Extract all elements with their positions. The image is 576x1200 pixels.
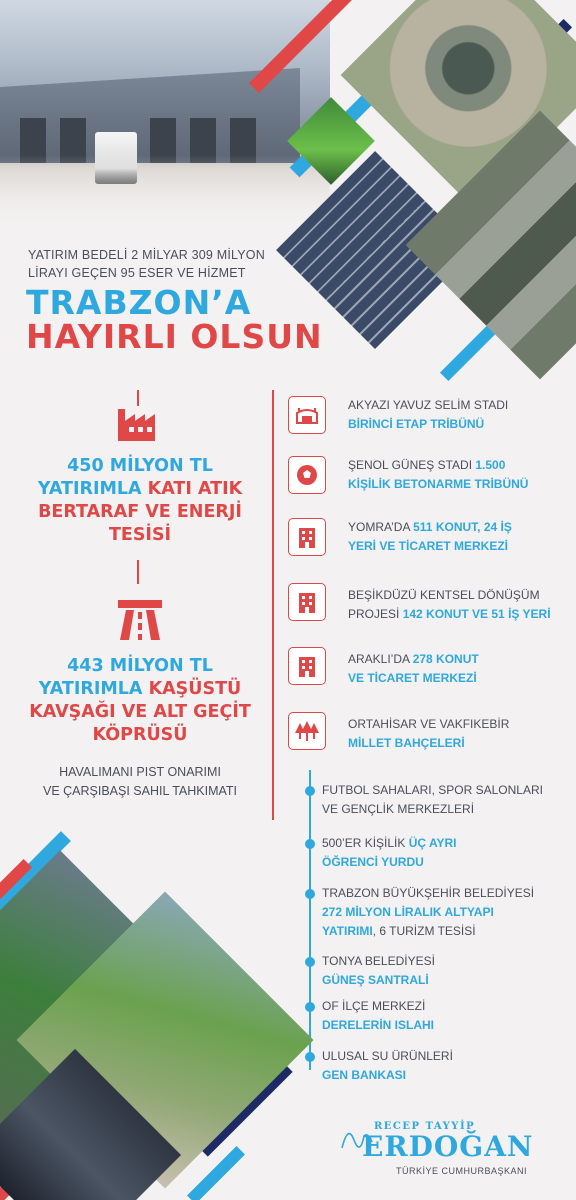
item-text: PROJESİ	[348, 607, 403, 621]
item-highlight: MİLLET BAHÇELERİ	[348, 736, 465, 750]
item-highlight: VE TİCARET MERKEZİ	[348, 671, 477, 685]
factory-icon	[116, 405, 162, 448]
text-red: KATI ATIK	[147, 479, 243, 499]
bullet-item	[322, 884, 568, 941]
page-title-line1: TRABZON’A	[26, 283, 252, 322]
bullet-text: TRABZON BÜYÜKŞEHİR BELEDİYESİ	[322, 886, 535, 900]
signature-first-name: RECEP TAYYİP	[374, 1121, 476, 1132]
bullet-text: , 6 TURİZM TESİSİ	[372, 924, 476, 938]
subtitle-line: YATIRIM BEDELİ 2 MİLYAR 309 MİLYON	[28, 248, 265, 262]
signature-last-name: ERDOĞAN	[362, 1130, 534, 1163]
warehouse-photo	[0, 0, 330, 225]
junction-project-text	[20, 655, 260, 747]
item-text: AKYAZI YAVUZ SELİM STADI	[348, 398, 509, 412]
item-highlight: KİŞİLİK BETONARME TRİBÜNÜ	[348, 477, 529, 491]
text-blue: YATIRIMLA	[38, 679, 149, 699]
item-highlight: 278 KONUT	[412, 652, 479, 666]
text-red: TESİSİ	[108, 525, 172, 545]
bullet-dot	[305, 957, 315, 967]
item-highlight: 1.500	[475, 458, 506, 472]
bullet-highlight: GÜNEŞ SANTRALİ	[322, 973, 429, 987]
project-item	[348, 586, 568, 624]
item-text: YOMRA’DA	[348, 520, 414, 534]
highway-icon	[118, 596, 162, 645]
item-text: ORTAHİSAR VE VAKFIKEBİR	[348, 717, 510, 731]
bullet-item	[322, 997, 568, 1035]
column-separator	[272, 390, 274, 820]
trees-icon	[288, 712, 326, 750]
item-text: BEŞİKDÜZÜ KENTSEL DÖNÜŞÜM	[348, 588, 540, 602]
building-icon	[288, 518, 326, 556]
bullet-dot	[305, 1052, 315, 1062]
divider-line	[137, 560, 139, 584]
project-item	[348, 650, 568, 688]
building-icon	[288, 647, 326, 685]
stadium-icon	[288, 396, 326, 434]
headline-subtitle	[28, 246, 278, 282]
divider-line	[137, 390, 139, 406]
bullet-text: OF İLÇE MERKEZİ	[322, 999, 426, 1013]
football-icon	[288, 456, 326, 494]
bullet-text: TONYA BELEDİYESİ	[322, 954, 435, 968]
text-red: KÖPRÜSÜ	[92, 725, 188, 745]
bullet-text: FUTBOL SAHALARI, SPOR SALONLARI	[322, 783, 543, 797]
note-line: VE ÇARŞIBAŞI SAHIL TAHKIMATI	[42, 784, 238, 798]
bullet-item	[322, 834, 568, 872]
project-item	[348, 456, 568, 494]
bullet-highlight: GEN BANKASI	[322, 1068, 407, 1082]
subtitle-line: LİRAYI GEÇEN 95 ESER VE HİZMET	[28, 266, 246, 280]
waste-facility-text	[20, 455, 260, 547]
building-icon	[288, 583, 326, 621]
bullet-highlight: DERELERİN ISLAHI	[322, 1018, 435, 1032]
bullet-highlight: ÜÇ AYRI	[408, 836, 457, 850]
bullet-highlight: YATIRIMI	[322, 924, 373, 938]
bullet-item	[322, 781, 568, 819]
project-item	[348, 396, 568, 434]
item-highlight: BİRİNCİ ETAP TRİBÜNÜ	[348, 417, 485, 431]
bullet-dot	[305, 786, 315, 796]
junction-project-amount: 443 MİLYON TL	[67, 656, 213, 676]
text-red: KAVŞAĞI VE ALT GEÇİT	[29, 702, 251, 722]
item-text: ARAKLI’DA	[348, 652, 413, 666]
page-title-line2: HAYIRLI OLSUN	[26, 317, 323, 356]
waste-facility-amount: 450 MİLYON TL	[67, 456, 213, 476]
airport-note	[10, 763, 270, 801]
note-line: HAVALIMANI PIST ONARIMI	[59, 765, 221, 779]
project-item	[348, 715, 568, 753]
bullet-item	[322, 1047, 568, 1085]
text-red: KAŞÜSTÜ	[148, 679, 242, 699]
project-item	[348, 518, 568, 556]
bullet-item	[322, 952, 568, 990]
bullet-highlight: 272 MİLYON LİRALIK ALTYAPI	[322, 905, 494, 919]
bullet-text: VE GENÇLİK MERKEZLERİ	[322, 802, 475, 816]
bullet-text: 500’ER KİŞİLİK	[322, 836, 409, 850]
bullet-dot	[305, 1002, 315, 1012]
item-highlight: 142 KONUT VE 51 İŞ YERİ	[402, 607, 551, 621]
text-red: BERTARAF VE ENERJİ	[38, 502, 242, 522]
bullet-dot	[305, 839, 315, 849]
bullet-text: ULUSAL SU ÜRÜNLERİ	[322, 1049, 453, 1063]
item-text: ŞENOL GÜNEŞ STADI	[348, 458, 476, 472]
item-highlight: 511 KONUT, 24 İŞ	[413, 520, 512, 534]
item-highlight: YERİ VE TİCARET MERKEZİ	[348, 539, 509, 553]
bullet-highlight: ÖĞRENCİ YURDU	[322, 855, 424, 869]
signature-title: TÜRKİYE CUMHURBAŞKANI	[396, 1166, 528, 1176]
bullet-timeline	[309, 770, 311, 1070]
text-blue: YATIRIMLA	[37, 479, 148, 499]
bullet-dot	[305, 889, 315, 899]
